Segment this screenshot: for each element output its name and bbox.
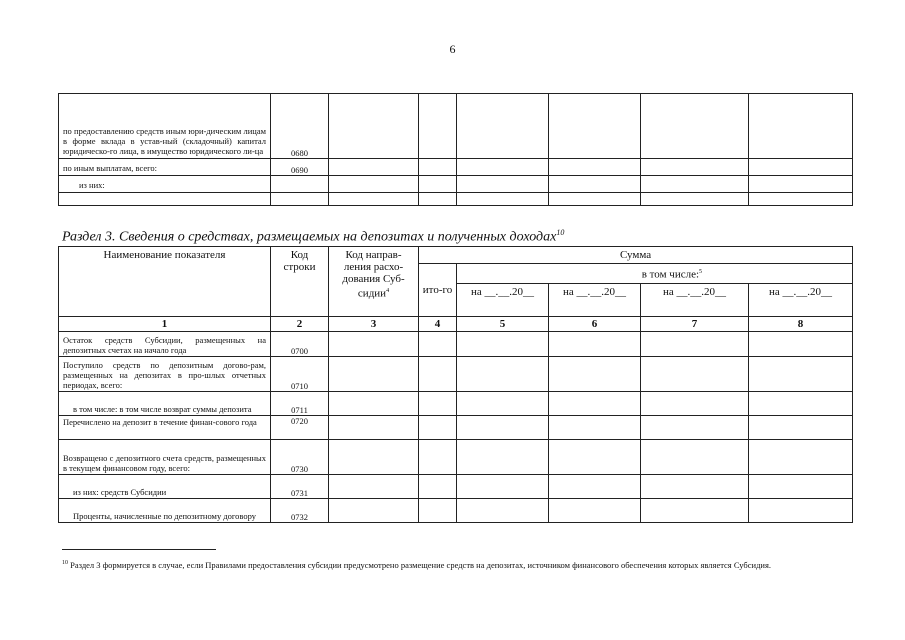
table-row — [59, 391, 853, 415]
table-row — [59, 439, 853, 474]
footnote-divider — [62, 549, 216, 550]
row-code: 0690 — [271, 159, 329, 176]
section-title-footnote-ref: 10 — [556, 228, 565, 237]
header-date-col: на __.__.20__ — [749, 283, 853, 316]
footnote — [62, 557, 852, 571]
row-name: Возвращено с депозитного счета средств, размещенных в текущем финансовом году, всего: — [59, 439, 271, 474]
column-numbers-row — [59, 316, 853, 331]
row-code — [271, 176, 329, 193]
page-number: 6 — [449, 42, 456, 56]
table-row — [59, 193, 853, 206]
row-name: по иным выплатам, всего: — [59, 159, 271, 176]
table-row — [59, 474, 853, 498]
section-title — [62, 228, 852, 246]
header-direction: Код направ-ления расхо-дования Суб-сидии$^4$ — [329, 247, 419, 317]
footnote-number: 10 — [62, 560, 68, 566]
row-code: 0732 — [271, 498, 329, 522]
row-name: из них: средств Субсидии — [59, 474, 271, 498]
col-number: 6 — [549, 316, 641, 331]
section-title-text: Раздел 3. Сведения о средствах, размещаемых на депозитах и полученных доходах — [62, 229, 557, 245]
col-number: 1 — [59, 316, 271, 331]
row-code: 0700 — [271, 331, 329, 356]
row-code: 0711 — [271, 391, 329, 415]
header-including: в том числе:$^5$ — [457, 264, 853, 284]
row-code: 0730 — [271, 439, 329, 474]
table-row — [59, 176, 853, 193]
row-name: Поступило средств по депозитным догово-рам, размещенных на депозитах в про-шлых отчетных периодах, всего: — [59, 356, 271, 391]
table-row — [59, 498, 853, 522]
header-row — [59, 247, 853, 264]
row-name: по предоставлению средств иным юри-дическим лицам в форме вклада в устав-ный (складочный) капитал юридическо-го лица, в имущество юридического ли-ца — [59, 94, 271, 159]
row-code: 0710 — [271, 356, 329, 391]
table-row — [59, 356, 853, 391]
col-number: 5 — [457, 316, 549, 331]
header-date-col: на __.__.20__ — [457, 283, 549, 316]
header-name: Наименование показателя — [59, 247, 271, 317]
row-code: 0731 — [271, 474, 329, 498]
row-code: 0720 — [271, 415, 329, 439]
row-code: 0680 — [271, 94, 329, 159]
table-row — [59, 415, 853, 439]
header-sum: Сумма — [419, 247, 853, 264]
footnote-text: Раздел 3 формируется в случае, если Правилами предоставления субсидии предусмотрено размещение средств на депозитах, источником финансового обеспечения которых является Субсидия. — [70, 559, 771, 570]
table-row — [59, 159, 853, 176]
header-date-col: на __.__.20__ — [549, 283, 641, 316]
header-total: ито-го — [419, 264, 457, 317]
row-name: Перечислено на депозит в течение финан-сового года — [59, 415, 271, 439]
row-name: Проценты, начисленные по депозитному договору — [59, 498, 271, 522]
header-code: Код строки — [271, 247, 329, 317]
table-row — [59, 331, 853, 356]
col-number: 2 — [271, 316, 329, 331]
deposits-table — [58, 246, 853, 523]
row-name: Остаток средств Субсидии, размещенных на депозитных счетах на начало года — [59, 331, 271, 356]
col-number: 4 — [419, 316, 457, 331]
header-date-col: на __.__.20__ — [641, 283, 749, 316]
table-row — [59, 94, 853, 159]
row-name: в том числе: в том числе возврат суммы депозита — [59, 391, 271, 415]
col-number: 8 — [749, 316, 853, 331]
col-number: 7 — [641, 316, 749, 331]
continuation-table — [58, 93, 853, 206]
col-number: 3 — [329, 316, 419, 331]
row-name: из них: — [59, 176, 271, 193]
